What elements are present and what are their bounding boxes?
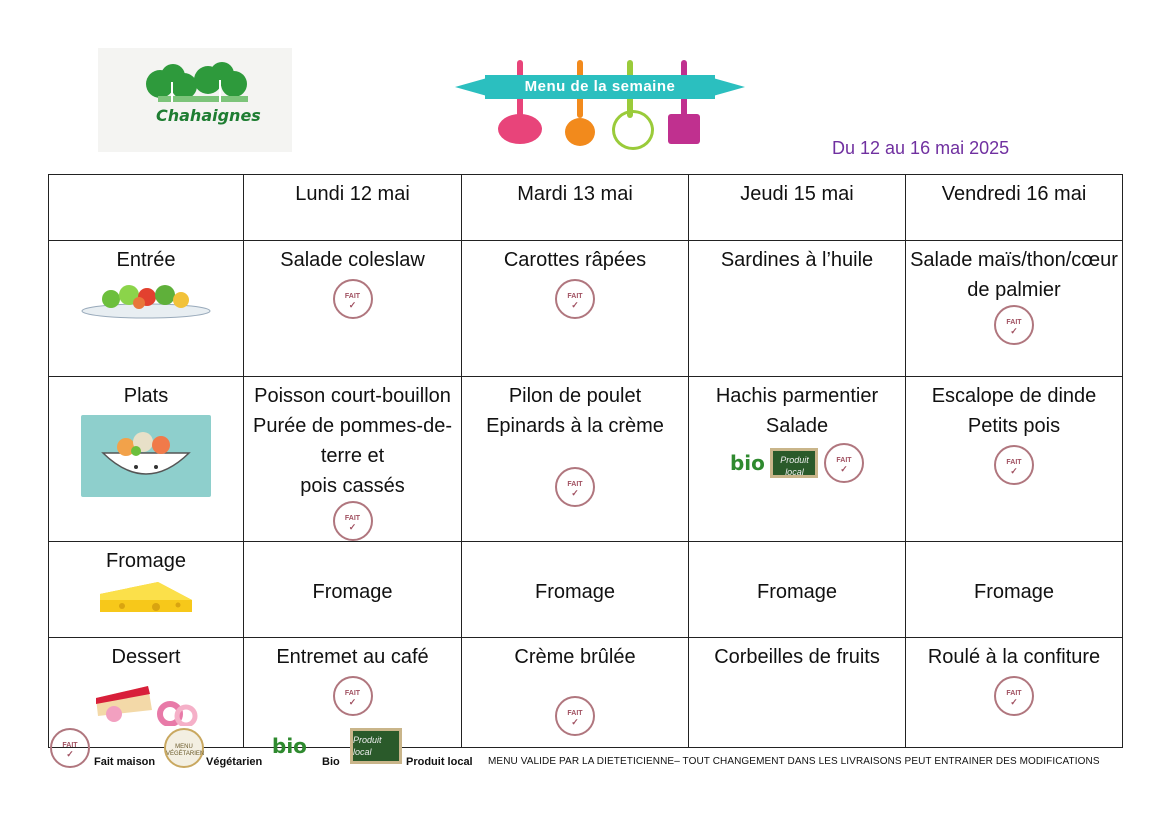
fait-maison-stamp-icon: FAIT ✓ [333,279,373,319]
fait-maison-stamp-icon: FAIT ✓ [824,443,864,483]
dish-line: Hachis parmentier [715,385,879,407]
dish-line: Epinards à la crème [486,415,664,437]
dish-text: Entremet au café [276,646,429,668]
label-entree [49,241,244,377]
cheese-icon [98,580,194,614]
legend-bio-label: Bio [322,756,340,768]
fait-maison-stamp-icon: FAIT ✓ [555,696,595,736]
dish-line: Poisson court-bouillon [254,385,451,407]
salad-icon [81,279,211,319]
legend-vegetarien-label: Végétarien [206,756,263,768]
menu-table [48,174,1123,748]
dish-text: Salade maïs/thon/cœur de palmier [910,249,1118,301]
dish-text: Corbeilles de fruits [714,646,880,668]
day-tuesday: Mardi 13 mai [462,175,689,241]
ladle-head [498,114,542,144]
row-fromage [49,542,1123,638]
menu-banner [455,58,745,150]
dish-line: Petits pois [967,415,1061,437]
dish-line: terre et [320,445,385,467]
fromage-monday: Fromage [244,542,462,638]
label-fromage-text: Fromage [105,550,187,572]
vegetarien-icon: MENU VÉGÉTARIEN [164,728,204,768]
row-entree [49,241,1123,377]
legend-fait-maison [50,728,90,768]
legend-produit-local-label: Produit local [406,756,473,768]
dish-line: Escalope de dinde [931,385,1097,407]
label-dessert-text: Dessert [111,646,181,668]
logo-text: Chahaignes [156,106,261,125]
legend-vegetarien [164,728,204,768]
fait-maison-stamp-icon: FAIT ✓ [555,467,595,507]
dish-text: Sardines à l’huile [720,249,874,271]
entree-thursday [689,241,906,377]
spatula-head [668,114,700,144]
dish-text: Carottes râpées [503,249,647,271]
corner-cell [49,175,244,241]
table-header-row [49,175,1123,241]
bio-badge-icon: bio [272,734,307,758]
fromage-friday: Fromage [906,542,1123,638]
produit-local-badge-icon: Produit local [770,448,818,478]
fait-maison-stamp-icon: FAIT ✓ [333,501,373,541]
dish-line: Pilon de poulet [508,385,642,407]
entree-tuesday [462,241,689,377]
fait-maison-stamp-icon: FAIT ✓ [994,305,1034,345]
legend-produit-local [350,728,402,764]
fait-maison-stamp-icon: FAIT ✓ [50,728,90,768]
label-plats-text: Plats [123,385,169,407]
fait-maison-stamp-icon: FAIT ✓ [994,676,1034,716]
whisk-head [612,110,654,150]
label-plats [49,377,244,542]
chahaignes-logo [98,48,292,152]
spoon-head [565,118,595,146]
fait-maison-stamp-icon: FAIT ✓ [994,445,1034,485]
dessert-icon [88,676,204,726]
plats-friday [906,377,1123,542]
plats-thursday [689,377,906,542]
dietitian-note: MENU VALIDE PAR LA DIETETICIENNE– TOUT CHANGEMENT DANS LES LIVRAISONS PEUT ENTRAINER DES MODIFICATIONS [488,756,1100,767]
day-thursday: Jeudi 15 mai [689,175,906,241]
entree-monday [244,241,462,377]
produit-local-badge-icon: Produit local [350,728,402,764]
dish-text: Roulé à la confiture [927,646,1101,668]
legend-bio [272,734,307,758]
ribbon-tail-left [455,78,487,96]
dish-text: Crème brûlée [514,646,636,668]
dish-line: Salade [765,415,829,437]
bio-badge-icon: bio [729,451,765,475]
plats-monday [244,377,462,542]
fromage-thursday: Fromage [689,542,906,638]
dish-text: Salade coleslaw [280,249,425,271]
day-friday: Vendredi 16 mai [906,175,1123,241]
entree-friday [906,241,1123,377]
fait-maison-stamp-icon: FAIT ✓ [333,676,373,716]
dish-line: pois cassés [300,475,405,497]
plats-tuesday [462,377,689,542]
banner-title: Menu de la semaine [485,75,715,99]
fait-maison-stamp-icon: FAIT ✓ [555,279,595,319]
row-plats [49,377,1123,542]
legend [48,728,1148,772]
day-monday: Lundi 12 mai [244,175,462,241]
label-entree-text: Entrée [116,249,176,271]
date-range: Du 12 au 16 mai 2025 [832,138,1010,158]
bowl-icon [81,415,211,497]
legend-fait-maison-label: Fait maison [94,756,156,768]
fromage-tuesday: Fromage [462,542,689,638]
label-fromage [49,542,244,638]
ribbon-tail-right [713,78,745,96]
dish-line: Purée de pommes-de- [253,415,452,437]
